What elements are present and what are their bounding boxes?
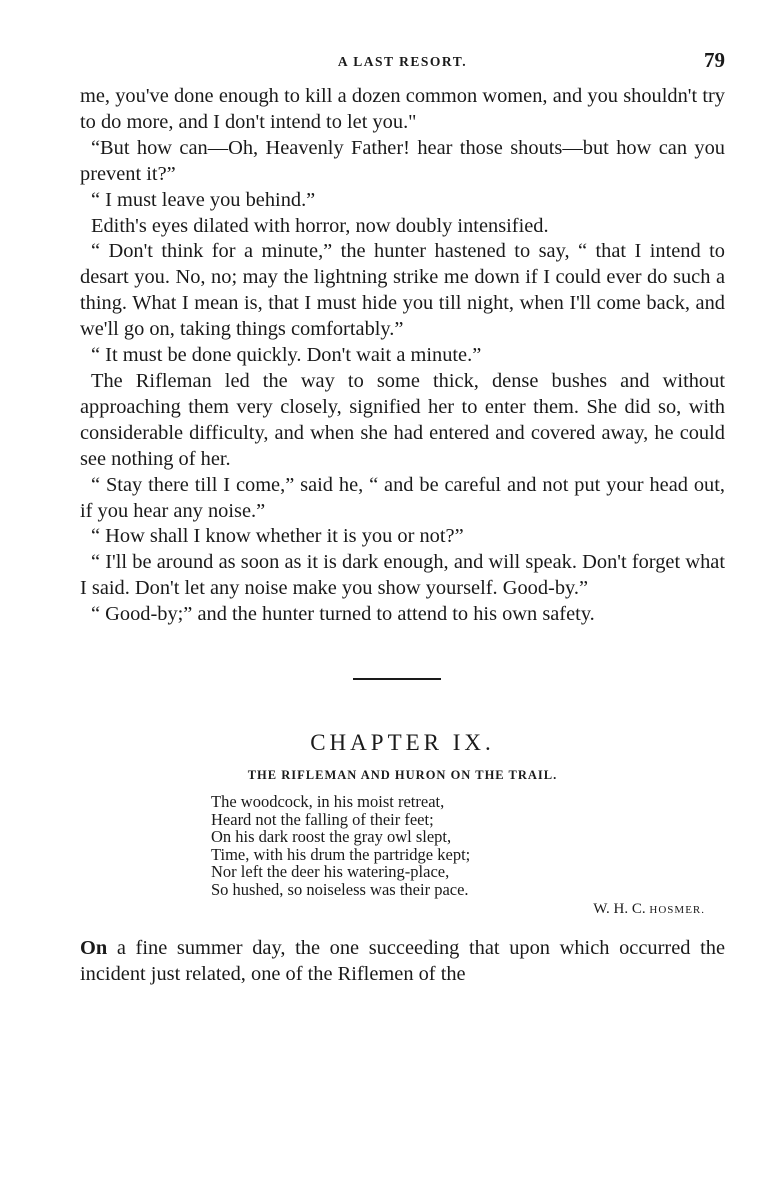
poem-line: On his dark roost the gray owl slept, [211, 827, 452, 847]
paragraph: “ I must leave you behind.” [91, 188, 316, 211]
epigraph-attribution [80, 901, 705, 918]
attribution-surname: HOSMER. [649, 903, 705, 916]
paragraph: The Rifleman led the way to some thick, dense bushes and without approaching them very closely, signified her to enter them. She did so, with considerable difficulty, and when she had entered and covered away, he could see nothing of her. [80, 369, 725, 470]
paragraph: me, you've done enough to kill a dozen common women, and you shouldn't try to do more, and I don't intend to let you." [80, 85, 725, 133]
page-number: 79 [704, 48, 725, 72]
paragraph: “ It must be done quickly. Don't wait a minute.” [91, 344, 482, 367]
paragraph: “ Stay there till I come,” said he, “ and be careful and not put your head out, if you hear any noise.” [80, 473, 725, 522]
opening-text: a fine summer day, the one succeeding that upon which occurred the incident just related, one of the Riflemen of the [80, 936, 725, 985]
paragraph: “But how can—Oh, Heavenly Father! hear those shouts—but how can you prevent it?” [80, 136, 725, 185]
paragraph: Edith's eyes dilated with horror, now doubly intensified. [91, 214, 549, 237]
poem-line: Time, with his drum the partridge kept; [211, 844, 471, 864]
chapter-title: CHAPTER IX. [310, 730, 495, 756]
poem-line: Nor left the deer his watering-place, [211, 862, 450, 882]
book-page [80, 48, 725, 987]
poem-line: So hushed, so noiseless was their pace. [211, 880, 469, 899]
running-title: A LAST RESORT. [337, 54, 468, 69]
body-text [80, 84, 725, 628]
chapter-opening-paragraph [80, 936, 725, 988]
paragraph: “ How shall I know whether it is you or not?” [91, 525, 464, 548]
running-head [80, 48, 725, 84]
epigraph-poem [211, 793, 725, 899]
poem-line: Heard not the falling of their feet; [211, 809, 434, 829]
paragraph: “ Good-by;” and the hunter turned to attend to his own safety. [91, 603, 595, 626]
paragraph: “ Don't think for a minute,” the hunter hastened to say, “ that I intend to desart you. No, no; may the lightning strike me down if I could ever do such a thing. What I mean is, that I must hide you till night, when I'll come back, and we'll go on, taking things comfortably.” [80, 240, 725, 341]
poem-line: The woodcock, in his moist retreat, [211, 792, 445, 812]
chapter-subtitle: THE RIFLEMAN AND HURON ON THE TRAIL. [247, 768, 558, 783]
opening-initial: On [80, 936, 108, 959]
paragraph: “ I'll be around as soon as it is dark enough, and will speak. Don't forget what I said. Don't let any noise make you show yourself. Good-by.” [80, 551, 725, 600]
attribution-name: W. H. C. [593, 900, 650, 917]
section-divider [353, 678, 441, 680]
